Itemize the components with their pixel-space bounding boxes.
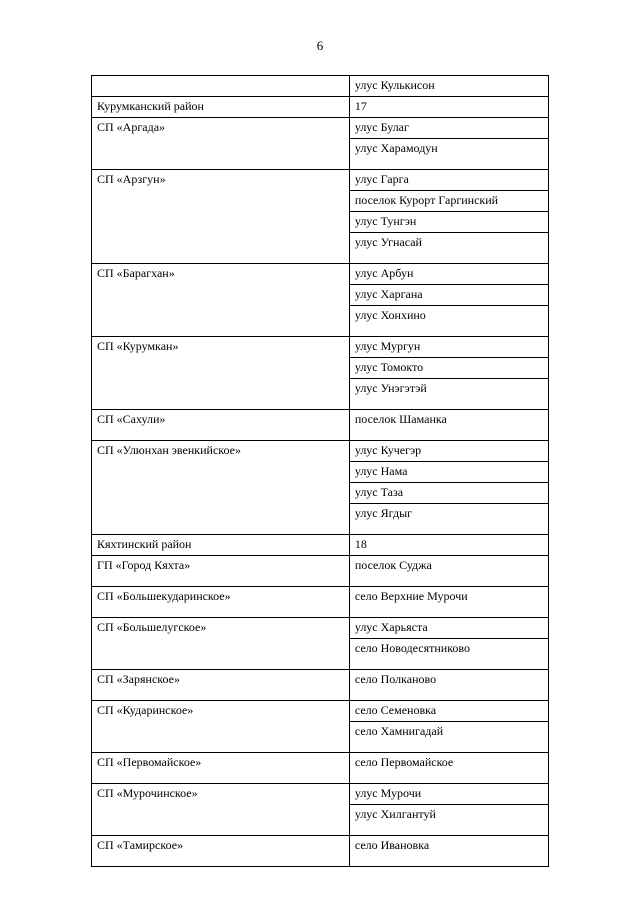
table-cell-settlement: поселок Суджа	[349, 556, 548, 587]
table-row	[92, 618, 549, 639]
table-cell-entity: Кяхтинский район	[92, 535, 350, 556]
table-cell-settlement: улус Тунгэн	[349, 212, 548, 233]
table-cell-settlement: село Новодесятниково	[349, 639, 548, 670]
table-cell-settlement: улус Таза	[349, 483, 548, 504]
table-cell-settlement: 18	[349, 535, 548, 556]
table-cell-settlement: улус Хонхино	[349, 306, 548, 337]
table-row	[92, 170, 549, 191]
table-cell-entity: СП «Курумкан»	[92, 337, 350, 410]
table-cell-entity: СП «Барагхан»	[92, 264, 350, 337]
table-body	[92, 76, 549, 867]
table-row	[92, 587, 549, 618]
table-cell-settlement: улус Мурочи	[349, 784, 548, 805]
table-cell-settlement: улус Булаг	[349, 118, 548, 139]
page-number: 6	[316, 38, 324, 53]
table-cell-settlement: улус Нама	[349, 462, 548, 483]
table-cell-entity: СП «Мурочинское»	[92, 784, 350, 836]
table-cell-settlement: улус Мургун	[349, 337, 548, 358]
table-row	[92, 701, 549, 722]
table-cell-entity	[92, 76, 350, 97]
table-cell-settlement: улус Харамодун	[349, 139, 548, 170]
table-cell-entity: СП «Сахули»	[92, 410, 350, 441]
table-cell-settlement: село Семеновка	[349, 701, 548, 722]
table-row	[92, 337, 549, 358]
table-cell-settlement: село Ивановка	[349, 836, 548, 867]
table-row	[92, 118, 549, 139]
table-cell-entity: Курумканский район	[92, 97, 350, 118]
table-row	[92, 784, 549, 805]
table-row	[92, 441, 549, 462]
table-cell-entity: СП «Кударинское»	[92, 701, 350, 753]
table-cell-settlement: село Первомайское	[349, 753, 548, 784]
table-row	[92, 535, 549, 556]
table-cell-settlement: улус Гарга	[349, 170, 548, 191]
table-cell-entity: СП «Аргада»	[92, 118, 350, 170]
table-cell-entity: ГП «Город Кяхта»	[92, 556, 350, 587]
table-cell-entity: СП «Тамирское»	[92, 836, 350, 867]
table-cell-entity: СП «Первомайское»	[92, 753, 350, 784]
table-cell-settlement: село Полканово	[349, 670, 548, 701]
table-cell-settlement: улус Унэгэтэй	[349, 379, 548, 410]
table-row	[92, 836, 549, 867]
table-cell-settlement: улус Ягдыг	[349, 504, 548, 535]
table-cell-settlement: улус Томокто	[349, 358, 548, 379]
table-cell-entity: СП «Улюнхан эвенкийское»	[92, 441, 350, 535]
table-row	[92, 670, 549, 701]
table-cell-settlement: поселок Курорт Гаргинский	[349, 191, 548, 212]
table-row	[92, 753, 549, 784]
table-row	[92, 410, 549, 441]
table-cell-entity: СП «Зарянское»	[92, 670, 350, 701]
settlements-table	[91, 75, 549, 867]
table-cell-settlement: улус Арбун	[349, 264, 548, 285]
table-cell-settlement: улус Хилгантуй	[349, 805, 548, 836]
table-cell-settlement: улус Кулькисон	[349, 76, 548, 97]
table-row	[92, 556, 549, 587]
table-cell-entity: СП «Большекударинское»	[92, 587, 350, 618]
table-row	[92, 264, 549, 285]
table-cell-settlement: село Хамнигадай	[349, 722, 548, 753]
table-row	[92, 97, 549, 118]
table-cell-settlement: поселок Шаманка	[349, 410, 548, 441]
table-cell-settlement: 17	[349, 97, 548, 118]
table-cell-settlement: улус Кучегэр	[349, 441, 548, 462]
table-row	[92, 76, 549, 97]
table-cell-settlement: улус Угнасай	[349, 233, 548, 264]
table-cell-settlement: улус Харьяста	[349, 618, 548, 639]
table-cell-settlement: село Верхние Мурочи	[349, 587, 548, 618]
table-cell-entity: СП «Большелугское»	[92, 618, 350, 670]
table-cell-entity: СП «Арзгун»	[92, 170, 350, 264]
table-cell-settlement: улус Харгана	[349, 285, 548, 306]
